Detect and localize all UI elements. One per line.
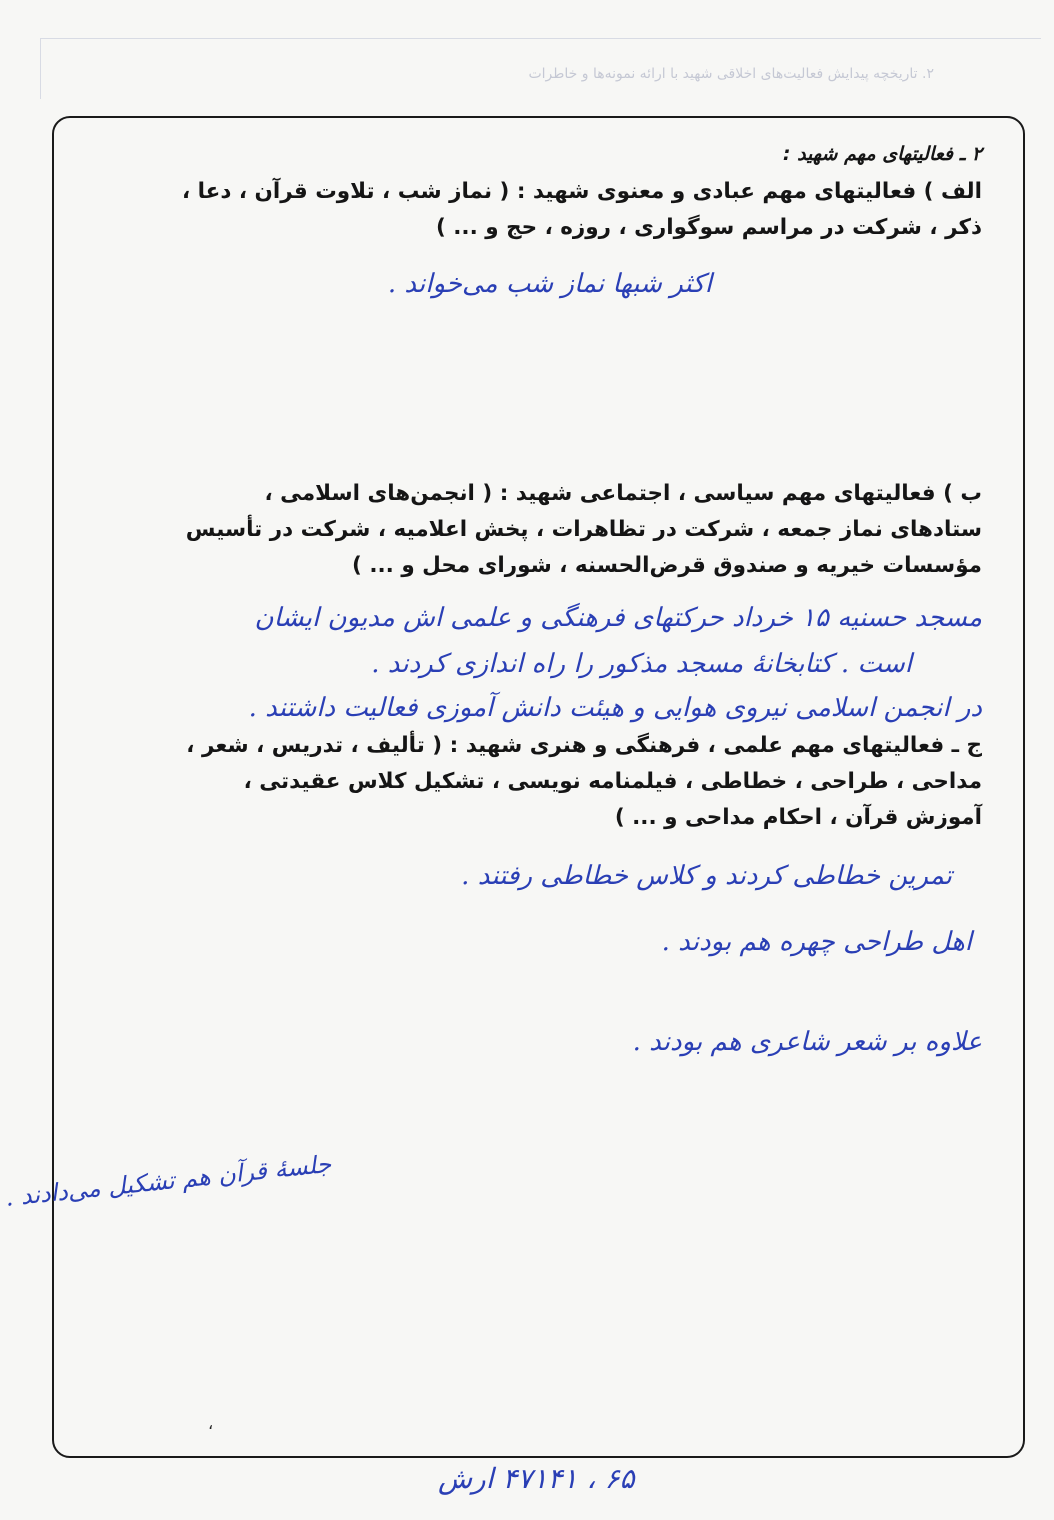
section-b-line-3: مؤسسات خیریه و صندوق قرض‌الحسنه ، شورای محل و ... ) [352,553,982,578]
section-c-handwritten-3: علاوه بر شعر شاعری هم بودند . [632,1027,982,1057]
section-b-handwritten-1: مسجد حسنیه ۱۵ خرداد حرکتهای فرهنگی و علمی اش مدیون ایشان [254,603,982,633]
section-c-handwritten-2: اهل طراحی چهره هم بودند . [661,927,972,957]
section-a-line-2: ذکر ، شرکت در مراسم سوگواری ، روزه ، حج و ... ) [435,215,982,240]
section-b-handwritten-3: در انجمن اسلامی نیروی هوایی و هیئت دانش آموزی فعالیت داشتند . [248,693,982,723]
stray-mark: ، [208,1414,214,1433]
footer-handwritten-reference: ۶۵ ، ۴۷۱۴۱ ارش [438,1462,635,1495]
section-a-line-1: الف ) فعالیتهای مهم عبادی و معنوی شهید : ( نماز شب ، تلاوت قرآن ، دعا ، [181,179,982,204]
section-c-handwritten-1: تمرین خطاطی کردند و کلاس خطاطی رفتند . [461,861,952,891]
margin-handwritten-note: جلسهٔ قرآن هم تشکیل می‌دادند . [4,1149,333,1212]
section-c [90,728,982,1062]
section-b-handwritten-2: است . کتابخانهٔ مسجد مذکور را راه اندازی کردند . [371,649,912,679]
section-b-line-1: ب ) فعالیتهای مهم سیاسی ، اجتماعی شهید : ( انجمن‌های اسلامی ، [264,481,982,506]
document-body [90,140,982,1062]
bleed-through-text: ۲. تاریخچه پیدایش فعالیت‌های اخلاقی شهید با ارائه نمونه‌ها و خاطرات [528,66,934,82]
section-b [90,476,982,728]
section-b-line-2: ستادهای نماز جمعه ، شرکت در تظاهرات ، پخش اعلامیه ، شرکت در تأسیس [185,517,982,542]
section-c-handwritten-row [90,922,982,966]
section-a-handwritten-answer: اکثر شبها نماز شب می‌خواند . [387,269,712,299]
section-c-line-2: مداحی ، طراحی ، خطاطی ، فیلمنامه نویسی ، تشکیل کلاس عقیدتی ، [243,769,982,794]
section-c-line-1: ج ـ فعالیتهای مهم علمی ، فرهنگی و هنری شهید : ( تألیف ، تدریس ، شعر ، [186,733,982,758]
section-heading: ۲ ـ فعالیتهای مهم شهید : [782,143,982,165]
section-a [90,174,982,304]
section-c-line-3: آموزش قرآن ، احکام مداحی و ... ) [614,805,982,830]
